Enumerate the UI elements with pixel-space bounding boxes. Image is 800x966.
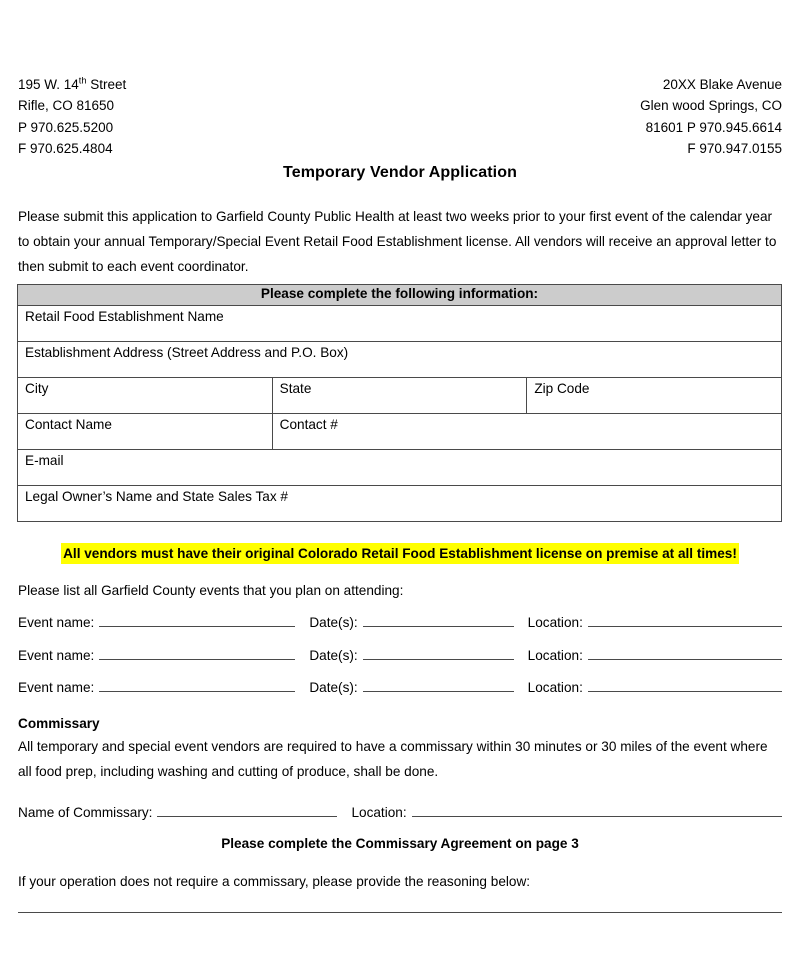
field-city[interactable]: City <box>18 378 273 414</box>
no-commissary-prompt: If your operation does not require a commissary, please provide the reasoning below: <box>18 874 531 889</box>
event-row-3 <box>18 677 782 695</box>
event-dates-input-1[interactable] <box>363 612 514 627</box>
commissary-agreement-note: Please complete the Commissary Agreement on page 3 <box>221 836 579 851</box>
field-establishment-address[interactable]: Establishment Address (Street Address and P.O. Box) <box>18 342 782 378</box>
address-block-rifle <box>18 74 126 159</box>
table-row <box>18 306 782 342</box>
field-contact-name[interactable]: Contact Name <box>18 414 273 450</box>
field-legal-owner-tax[interactable]: Legal Owner’s Name and State Sales Tax # <box>18 486 782 522</box>
event-row-1 <box>18 612 782 630</box>
event-location-label: Location: <box>527 648 583 663</box>
event-location-input-2[interactable] <box>588 645 782 660</box>
event-name-label: Event name: <box>18 648 95 663</box>
license-notice-wrap <box>18 543 782 564</box>
event-dates-label: Date(s): <box>309 680 358 695</box>
event-name-label: Event name: <box>18 680 95 695</box>
commissary-location-input[interactable] <box>412 802 782 817</box>
letterhead <box>18 74 782 159</box>
event-location-input-3[interactable] <box>588 677 782 692</box>
table-row <box>18 486 782 522</box>
ordinal-suffix: th <box>78 75 87 86</box>
field-state[interactable]: State <box>272 378 527 414</box>
license-notice-banner: All vendors must have their original Colorado Retail Food Establishment license on premise at all times! <box>61 543 739 564</box>
table-header-row <box>18 285 782 306</box>
address-line-phone: P 970.625.5200 <box>18 119 114 135</box>
address-line-street: 20XX Blake Avenue <box>662 77 782 92</box>
table-row <box>18 450 782 486</box>
address-street-number: 195 W. 14 <box>18 77 79 92</box>
address-line-zip-phone: 81601 P 970.945.6614 <box>645 119 782 135</box>
event-dates-label: Date(s): <box>309 648 358 663</box>
address-street-name: Street <box>86 77 127 92</box>
commissary-name-input[interactable] <box>157 802 337 817</box>
events-prompt: Please list all Garfield County events that you plan on attending: <box>18 583 404 598</box>
commissary-location-label: Location: <box>351 805 407 820</box>
address-line-fax: F 970.947.0155 <box>687 140 782 156</box>
table-row <box>18 378 782 414</box>
commissary-info-row <box>18 802 782 820</box>
table-header-label: Please complete the following information: <box>18 285 782 306</box>
event-name-input-3[interactable] <box>99 677 295 692</box>
field-contact-number[interactable]: Contact # <box>272 414 781 450</box>
commissary-paragraph: All temporary and special event vendors are required to have a commissary within 30 minutes or 30 miles of the event where all food prep, including washing and cutting of produce, shall be done. <box>18 739 768 779</box>
event-dates-input-2[interactable] <box>363 645 514 660</box>
event-row-2 <box>18 645 782 663</box>
page-title: Temporary Vendor Application <box>283 164 517 181</box>
field-establishment-name[interactable]: Retail Food Establishment Name <box>18 306 782 342</box>
event-name-input-2[interactable] <box>99 645 295 660</box>
event-dates-label: Date(s): <box>309 615 358 630</box>
reasoning-input-line[interactable] <box>18 912 782 913</box>
event-dates-input-3[interactable] <box>363 677 514 692</box>
address-line-city: Rifle, CO 81650 <box>18 98 115 114</box>
event-location-input-1[interactable] <box>588 612 782 627</box>
address-line-city: Glen wood Springs, CO <box>640 98 782 114</box>
intro-paragraph: Please submit this application to Garfield County Public Health at least two weeks prior to your first event of the calendar year to obtain your annual Temporary/Special Event Retail Food Establishment license. All vendors will receive an approval letter to then submit to each event coordinator. <box>18 209 777 274</box>
event-location-label: Location: <box>527 680 583 695</box>
address-line-street <box>18 74 126 95</box>
table-row <box>18 342 782 378</box>
event-name-label: Event name: <box>18 615 95 630</box>
address-line-fax: F 970.625.4804 <box>18 140 113 156</box>
address-block-glenwood <box>640 74 782 159</box>
establishment-info-table <box>17 284 782 522</box>
commissary-name-label: Name of Commissary: <box>18 805 153 820</box>
commissary-heading: Commissary <box>18 716 100 731</box>
event-name-input-1[interactable] <box>99 612 295 627</box>
field-zip-code[interactable]: Zip Code <box>527 378 782 414</box>
field-email[interactable]: E-mail <box>18 450 782 486</box>
event-location-label: Location: <box>527 615 583 630</box>
table-row <box>18 414 782 450</box>
